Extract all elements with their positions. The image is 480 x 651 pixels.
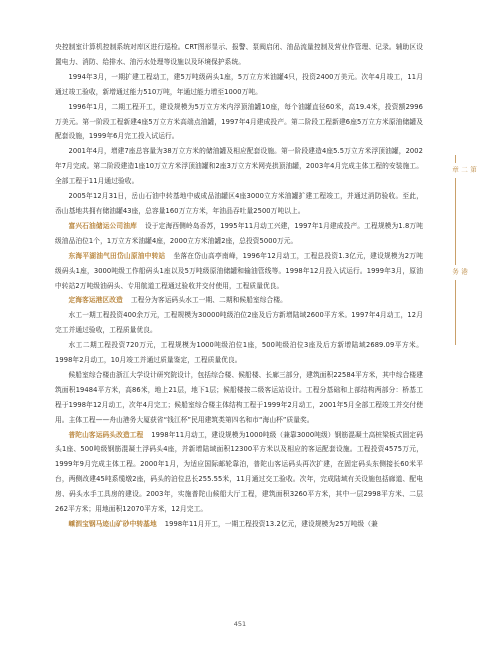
paragraph [55,189,423,219]
paragraph [55,517,423,532]
paragraph [55,428,423,517]
paragraph-text: 2001年4月，增建7座总容量为38万立方米的储油罐及相应配套设施。第一阶段建造4座5.5万立方米浮顶油罐，2002年7月完成。第二阶段建造1座10万立方米浮顶油罐和2座3万立方米网壳拱顶油罐，2003年4月完成主体工程的安装施工。全部工程于11月通过验收。 [55,147,423,186]
paragraph-text: 1996年1月，二期工程开工，建设规模为5万立方米内浮顶油罐10座，每个油罐直径60米，高19.4米，投资额2996万美元。第一阶段工程新建4座5万立方米高端点油罐，1997年4月建成投产。第二阶段工程新建6座5万立方米原油储罐及配套设施，1999年6月完工投入试运行。 [55,102,423,141]
section-heading: 富兴石油储运公司油库 [68,221,137,230]
paragraph [55,249,423,294]
section-heading: 嵊泗宝钢马迹山矿砂中转基地 [68,520,157,528]
paragraph-text: 坐落在岱山高亭南峰，1996年12月动工，工程总投资1.3亿元，建设规模为2万吨级码头1座，3000吨级工作船码头1座以及5万吨级原油储罐和输油管线等。1998年12月投入试运行。1999年3月，原油中转站2万吨级油码头、专用航道工程通过验收并交付使用，工程质量优良。 [55,251,423,290]
section-heading: 东海平湖油气田岱山原油中转站 [68,251,166,260]
paragraph-text: 水工一期工程投资400余万元，工程规模为30000吨级泊位2座及后方新增陆域2600平方米。1997年4月动工，12月完工并通过验收，工程质量优良。 [55,311,423,335]
paragraph-text: 央控制室计算机控制系统对库区进行巡检。CRT图形显示、报警、泵阀启闭、油品流量控制及营业作管理、记录。辅助区设置电力、消防、给排水、油污水处理等设施以及环境保护系统。 [55,43,423,66]
paragraph-text: 候船室综合楼由浙江大学设计研究院设计，包括综合楼、候船楼、长廊三部分，建筑面积22584平方米，其中综合楼建筑面积19484平方米，高86米，地上21层，地下1层；候船楼按二级客运站设计。工程分基础和上部结构两部分：桥基工程于1998年12月动工，次年4月完工；候船室综合楼主体结构工程于1999年2月动工，2001年5月全部工程竣工并交付使用。主体工程——舟山港务大厦获省“钱江杯”民用建筑类第四名和市“海山杯”质量奖。 [55,370,423,424]
section-heading: 定海客运港区改造 [68,296,123,305]
paragraph-text: 工程分为客运码头水工一期、二期和候船室综合楼。 [130,296,287,305]
paragraph [55,70,423,100]
paragraph [55,308,423,338]
paragraph [55,40,423,70]
section-heading: 普陀山客运码头改造工程 [68,430,144,439]
paragraph [55,338,423,368]
page-number: 451 [233,620,247,628]
paragraph-text: 1998年11月动工，建设规模为1000吨级（兼靠3000吨级）钢筋混凝土高桩梁板式固定码头1座、500吨级钢筋混凝土浮码头4座，并新增陆域面积12300平方米以及相应的客运配套设施。工程投资4575万元，1999年9月完成主体工程。2000年1月，为适应国际邮轮靠泊，普陀山客运码头再次扩建，在固定码头东侧接长60米平台，两侧改建45吨系缆墩2座，码头的泊位总长255.55米，11月通过交工验收。次年，完成陆域有关设施包括廊道、配电房、码头水手工具房的建设。2003年，实施普陀山候船大厅工程，建筑面积3260平方米，其中一层2998平方米、二层262平方米；用地面积12070平方米，12月完工。 [55,430,423,514]
paragraph [55,144,423,189]
document-body [55,40,423,532]
paragraph [55,100,423,145]
paragraph [55,368,423,428]
paragraph-text: 设于定海西侧岭岛岙苏，1995年11月动工兴建，1997年1月建成投产。工程规模为1.8万吨级油品泊位1个，1万立方米油罐4座，2000立方米油罐2座，总投资5000万元。 [55,221,423,245]
sidebar-rule [455,155,456,345]
paragraph [55,293,423,308]
paragraph-text: 2005年12月31日，岳山石油中转基地中威成品油罐区4座3000立方米油罐扩建工程竣工，并通过消防验收。至此，岙山基地共拥有储油罐43座，总容量160万立方米，年油品吞吐量2500万吨以上。 [55,192,423,215]
paragraph-text: 1994年3月，一期扩建工程动工，建5万吨级码头1座，5万立方米油罐4只，投资2400万美元。次年4月竣工，11月通过竣工验收，新增通过能力510万吨，年通过能力增至1000万吨。 [55,72,423,96]
paragraph-text: 1998年11月开工，一期工程投资13.2亿元，建设规模为25万吨级（兼 [164,520,378,528]
chapter-label: 第二章 [451,163,478,178]
paragraph-text: 水工二期工程投资720万元，工程规模为1000吨级泊位1座，500吨级泊位3座及后方新增陆域2689.09平方米。1998年2月动工，10月竣工并通过质量鉴定，工程质量优良。 [55,341,423,365]
section-label: 港务 [451,265,469,280]
paragraph [55,219,423,249]
